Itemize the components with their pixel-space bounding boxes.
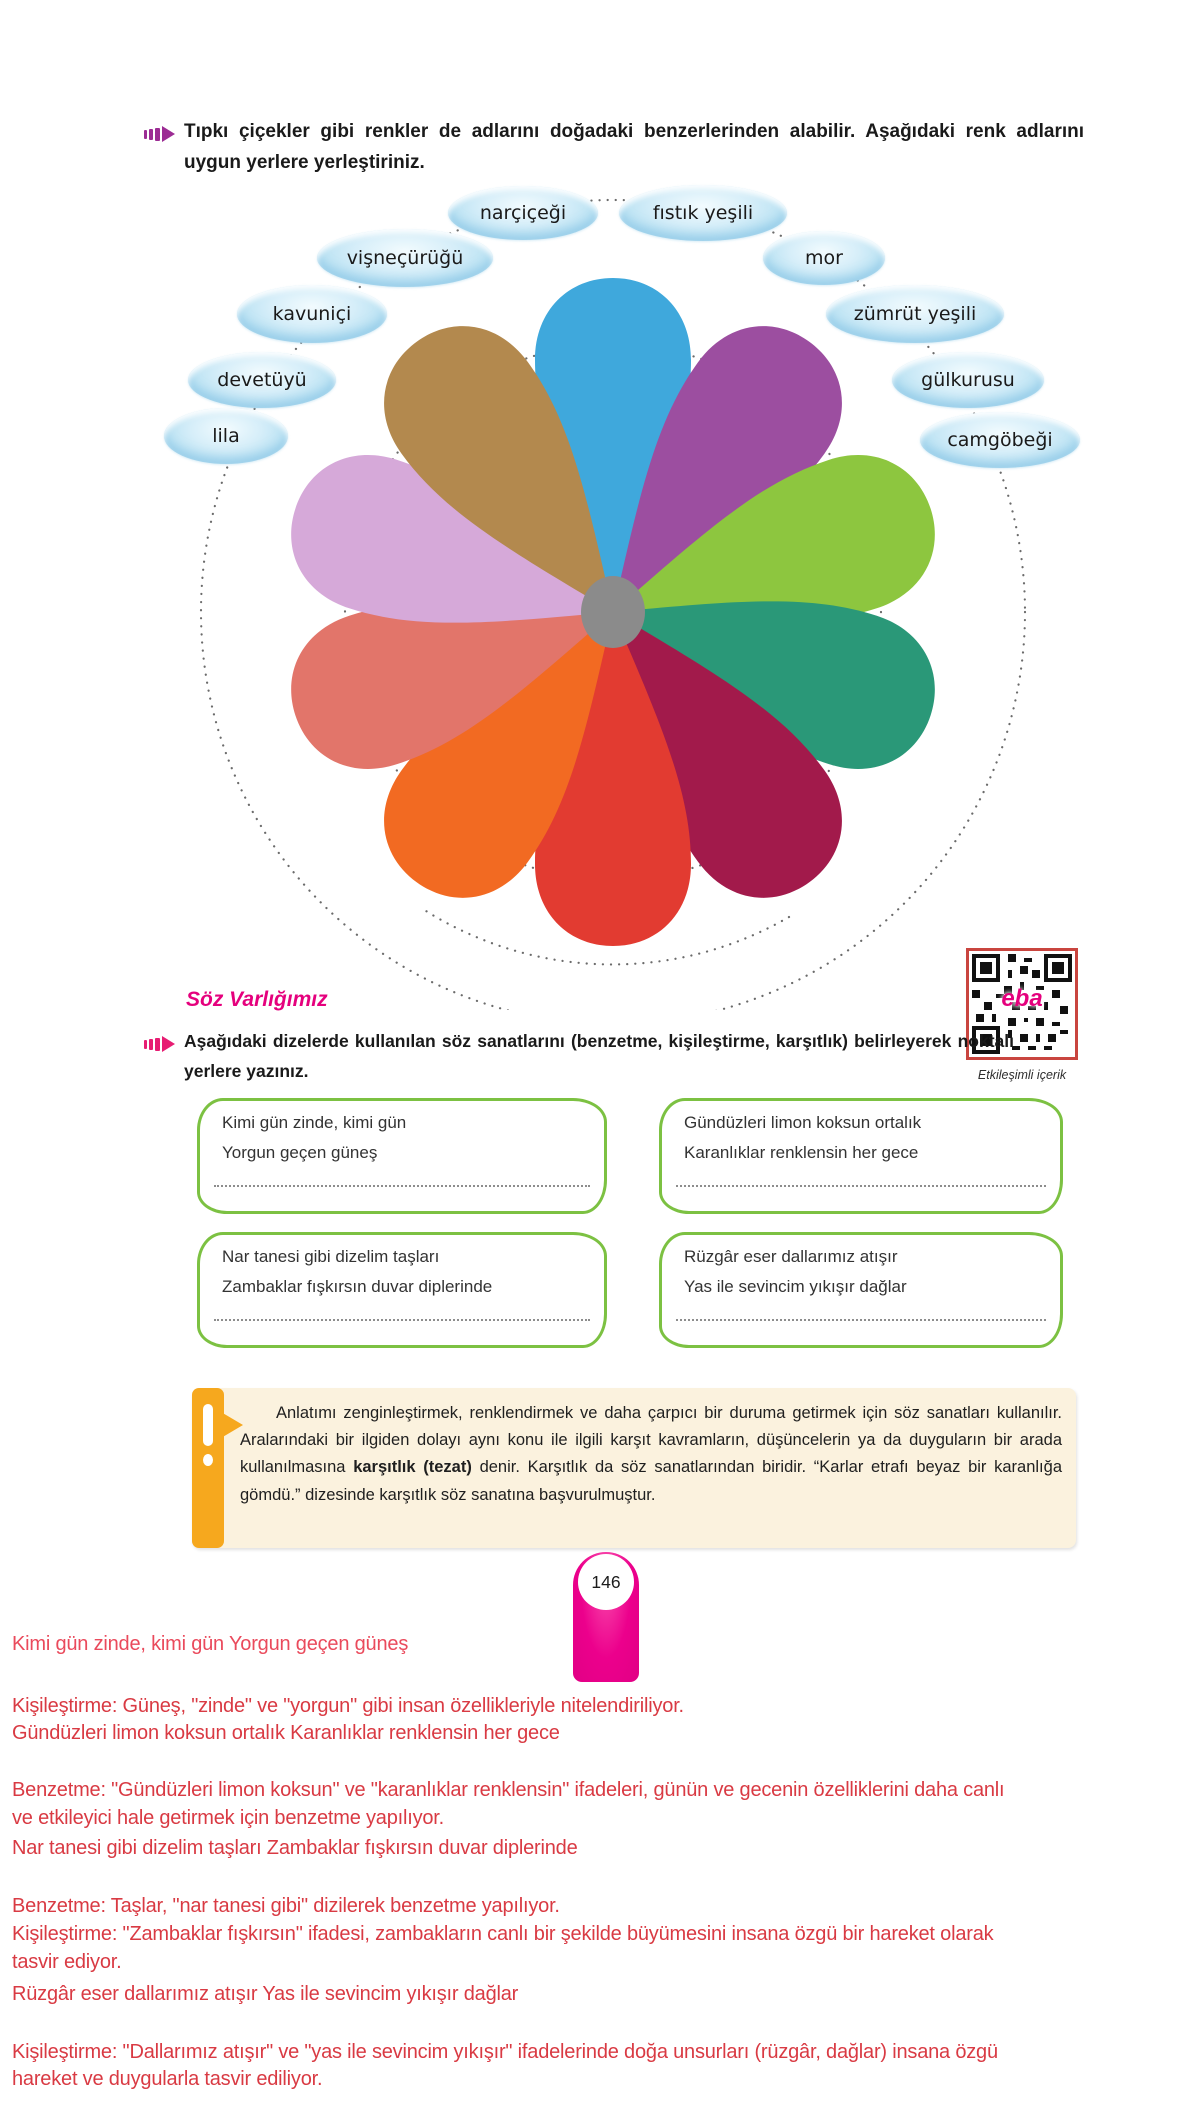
answer-line: Gündüzleri limon koksun ortalık Karanlıklar renklensin her gece bbox=[12, 1722, 560, 1744]
color-label-narcicegi[interactable] bbox=[448, 186, 598, 240]
color-label-camgobegi[interactable] bbox=[920, 412, 1080, 468]
answer-dotted-line[interactable] bbox=[676, 1183, 1046, 1187]
qr-caption: Etkileşimli içerik bbox=[977, 1068, 1067, 1082]
poem-box-2 bbox=[659, 1098, 1063, 1214]
answer-line: tasvir ediyor. bbox=[12, 1951, 122, 1973]
color-label-text: lila bbox=[212, 425, 240, 447]
exclamation-icon bbox=[192, 1388, 224, 1548]
poem-line: Rüzgâr eser dallarımız atışır bbox=[684, 1247, 898, 1266]
answer-dotted-line[interactable] bbox=[214, 1317, 590, 1321]
poem-line: Yas ile sevincim yıkışır dağlar bbox=[684, 1277, 907, 1296]
answer-line: Rüzgâr eser dallarımız atışır Yas ile sevincim yıkışır dağlar bbox=[12, 1983, 519, 2005]
color-label-visnecurugu[interactable] bbox=[317, 229, 493, 287]
color-label-gulkurusu[interactable] bbox=[892, 352, 1044, 408]
instruction-arrow-icon bbox=[144, 1036, 175, 1052]
info-text-before: Anlatımı zenginleştirmek, renklendirmek ve daha çarpıcı bir duruma getirmek için söz sanatları kullanılır. Aralarındaki bir ilgiden dolayı aynı konu ile ilgili karşıt kavramların, düşüncelerin ya da duyguların bir arada kullanılmasına bbox=[240, 1404, 1062, 1477]
color-label-text: devetüyü bbox=[217, 369, 307, 391]
color-label-text: kavuniçi bbox=[272, 303, 352, 325]
poem-line: Gündüzleri limon koksun ortalık bbox=[684, 1113, 922, 1132]
poem-line: Yorgun geçen güneş bbox=[222, 1143, 378, 1162]
answer-line: Benzetme: "Gündüzleri limon koksun" ve "karanlıklar renklensin" ifadeleri, günün ve gecenin özelliklerini daha canlı bbox=[12, 1779, 1005, 1801]
poem-line: Kimi gün zinde, kimi gün bbox=[222, 1113, 407, 1132]
poem-line: Nar tanesi gibi dizelim taşları bbox=[222, 1247, 440, 1266]
eba-logo: eba bbox=[1001, 985, 1043, 1012]
answer-line: Kimi gün zinde, kimi gün Yorgun geçen güneş bbox=[12, 1633, 409, 1655]
section-title: Söz Varlığımız bbox=[186, 988, 328, 1011]
color-label-text: narçiçeği bbox=[479, 202, 567, 224]
poem-box-4 bbox=[659, 1232, 1063, 1348]
color-label-devetuyu[interactable] bbox=[188, 352, 336, 408]
poem-box-3 bbox=[197, 1232, 607, 1348]
answer-line: hareket ve duygularla tasvir ediliyor. bbox=[12, 2068, 323, 2090]
answer-line: Benzetme: Taşlar, "nar tanesi gibi" dizilerek benzetme yapılıyor. bbox=[12, 1895, 560, 1917]
poem-line: Zambaklar fışkırsın duvar diplerinde bbox=[222, 1277, 493, 1296]
color-label-text: fıstık yeşili bbox=[652, 202, 754, 224]
answer-line: Kişileştirme: Güneş, "zinde" ve "yorgun" gibi insan özellikleriyle nitelendiriliyor. bbox=[12, 1695, 684, 1717]
answer-dotted-line[interactable] bbox=[676, 1317, 1046, 1321]
color-label-lila[interactable] bbox=[164, 408, 288, 464]
info-text-after: denir. Karşıtlık da söz sanatlarından biridir. “Karlar etrafı beyaz bir karanlığa gömdü.” dizesinde karşıtlık söz sanatına başvurulmuştur. bbox=[240, 1458, 1062, 1504]
color-label-text: gülkurusu bbox=[921, 369, 1015, 391]
color-label-text: mor bbox=[805, 247, 843, 269]
color-label-zumrut-yesili[interactable] bbox=[826, 285, 1004, 343]
instruction-colors: Tıpkı çiçekler gibi renkler de adlarını doğadaki benzerlerinden alabilir. Aşağıdaki renk adlarını uygun yerlere yerleştiriniz. bbox=[184, 121, 1084, 173]
poem-line: Karanlıklar renklensin her gece bbox=[684, 1143, 919, 1162]
poem-box-1 bbox=[197, 1098, 607, 1214]
color-label-mor[interactable] bbox=[763, 231, 885, 285]
info-text-bold: karşıtlık (tezat) bbox=[353, 1458, 472, 1477]
color-label-text: vişneçürüğü bbox=[346, 247, 464, 269]
answer-line: Kişileştirme: "Zambaklar fışkırsın" ifadesi, zambakların canlı bir şekilde büyümesini insana özgü bir hareket olarak bbox=[12, 1923, 994, 1945]
color-label-kavunici[interactable] bbox=[237, 285, 387, 343]
answer-dotted-line[interactable] bbox=[214, 1183, 590, 1187]
color-label-fistik-yesili[interactable] bbox=[619, 185, 787, 241]
info-box-text bbox=[240, 1400, 1062, 1509]
color-label-text: zümrüt yeşili bbox=[853, 303, 977, 325]
answer-line: ve etkileyici hale getirmek için benzetme yapılıyor. bbox=[12, 1807, 445, 1829]
answer-line: Nar tanesi gibi dizelim taşları Zambaklar fışkırsın duvar diplerinde bbox=[12, 1837, 578, 1859]
flower-diagram bbox=[0, 140, 1180, 1010]
instruction-soz-sanatlari: Aşağıdaki dizelerde kullanılan söz sanatlarını (benzetme, kişileştirme, karşıtlık) belirleyerek noktalı yerlere yazınız. bbox=[184, 1031, 1014, 1081]
color-label-text: camgöbeği bbox=[947, 429, 1053, 451]
answer-line: Kişileştirme: "Dallarımız atışır" ve "yas ile sevincim yıkışır" ifadelerinde doğa unsurları (rüzgâr, dağlar) insana özgü bbox=[12, 2041, 998, 2063]
flower-center bbox=[581, 576, 645, 648]
page-number: 146 bbox=[591, 1571, 621, 1592]
page-number-badge bbox=[578, 1554, 634, 1610]
